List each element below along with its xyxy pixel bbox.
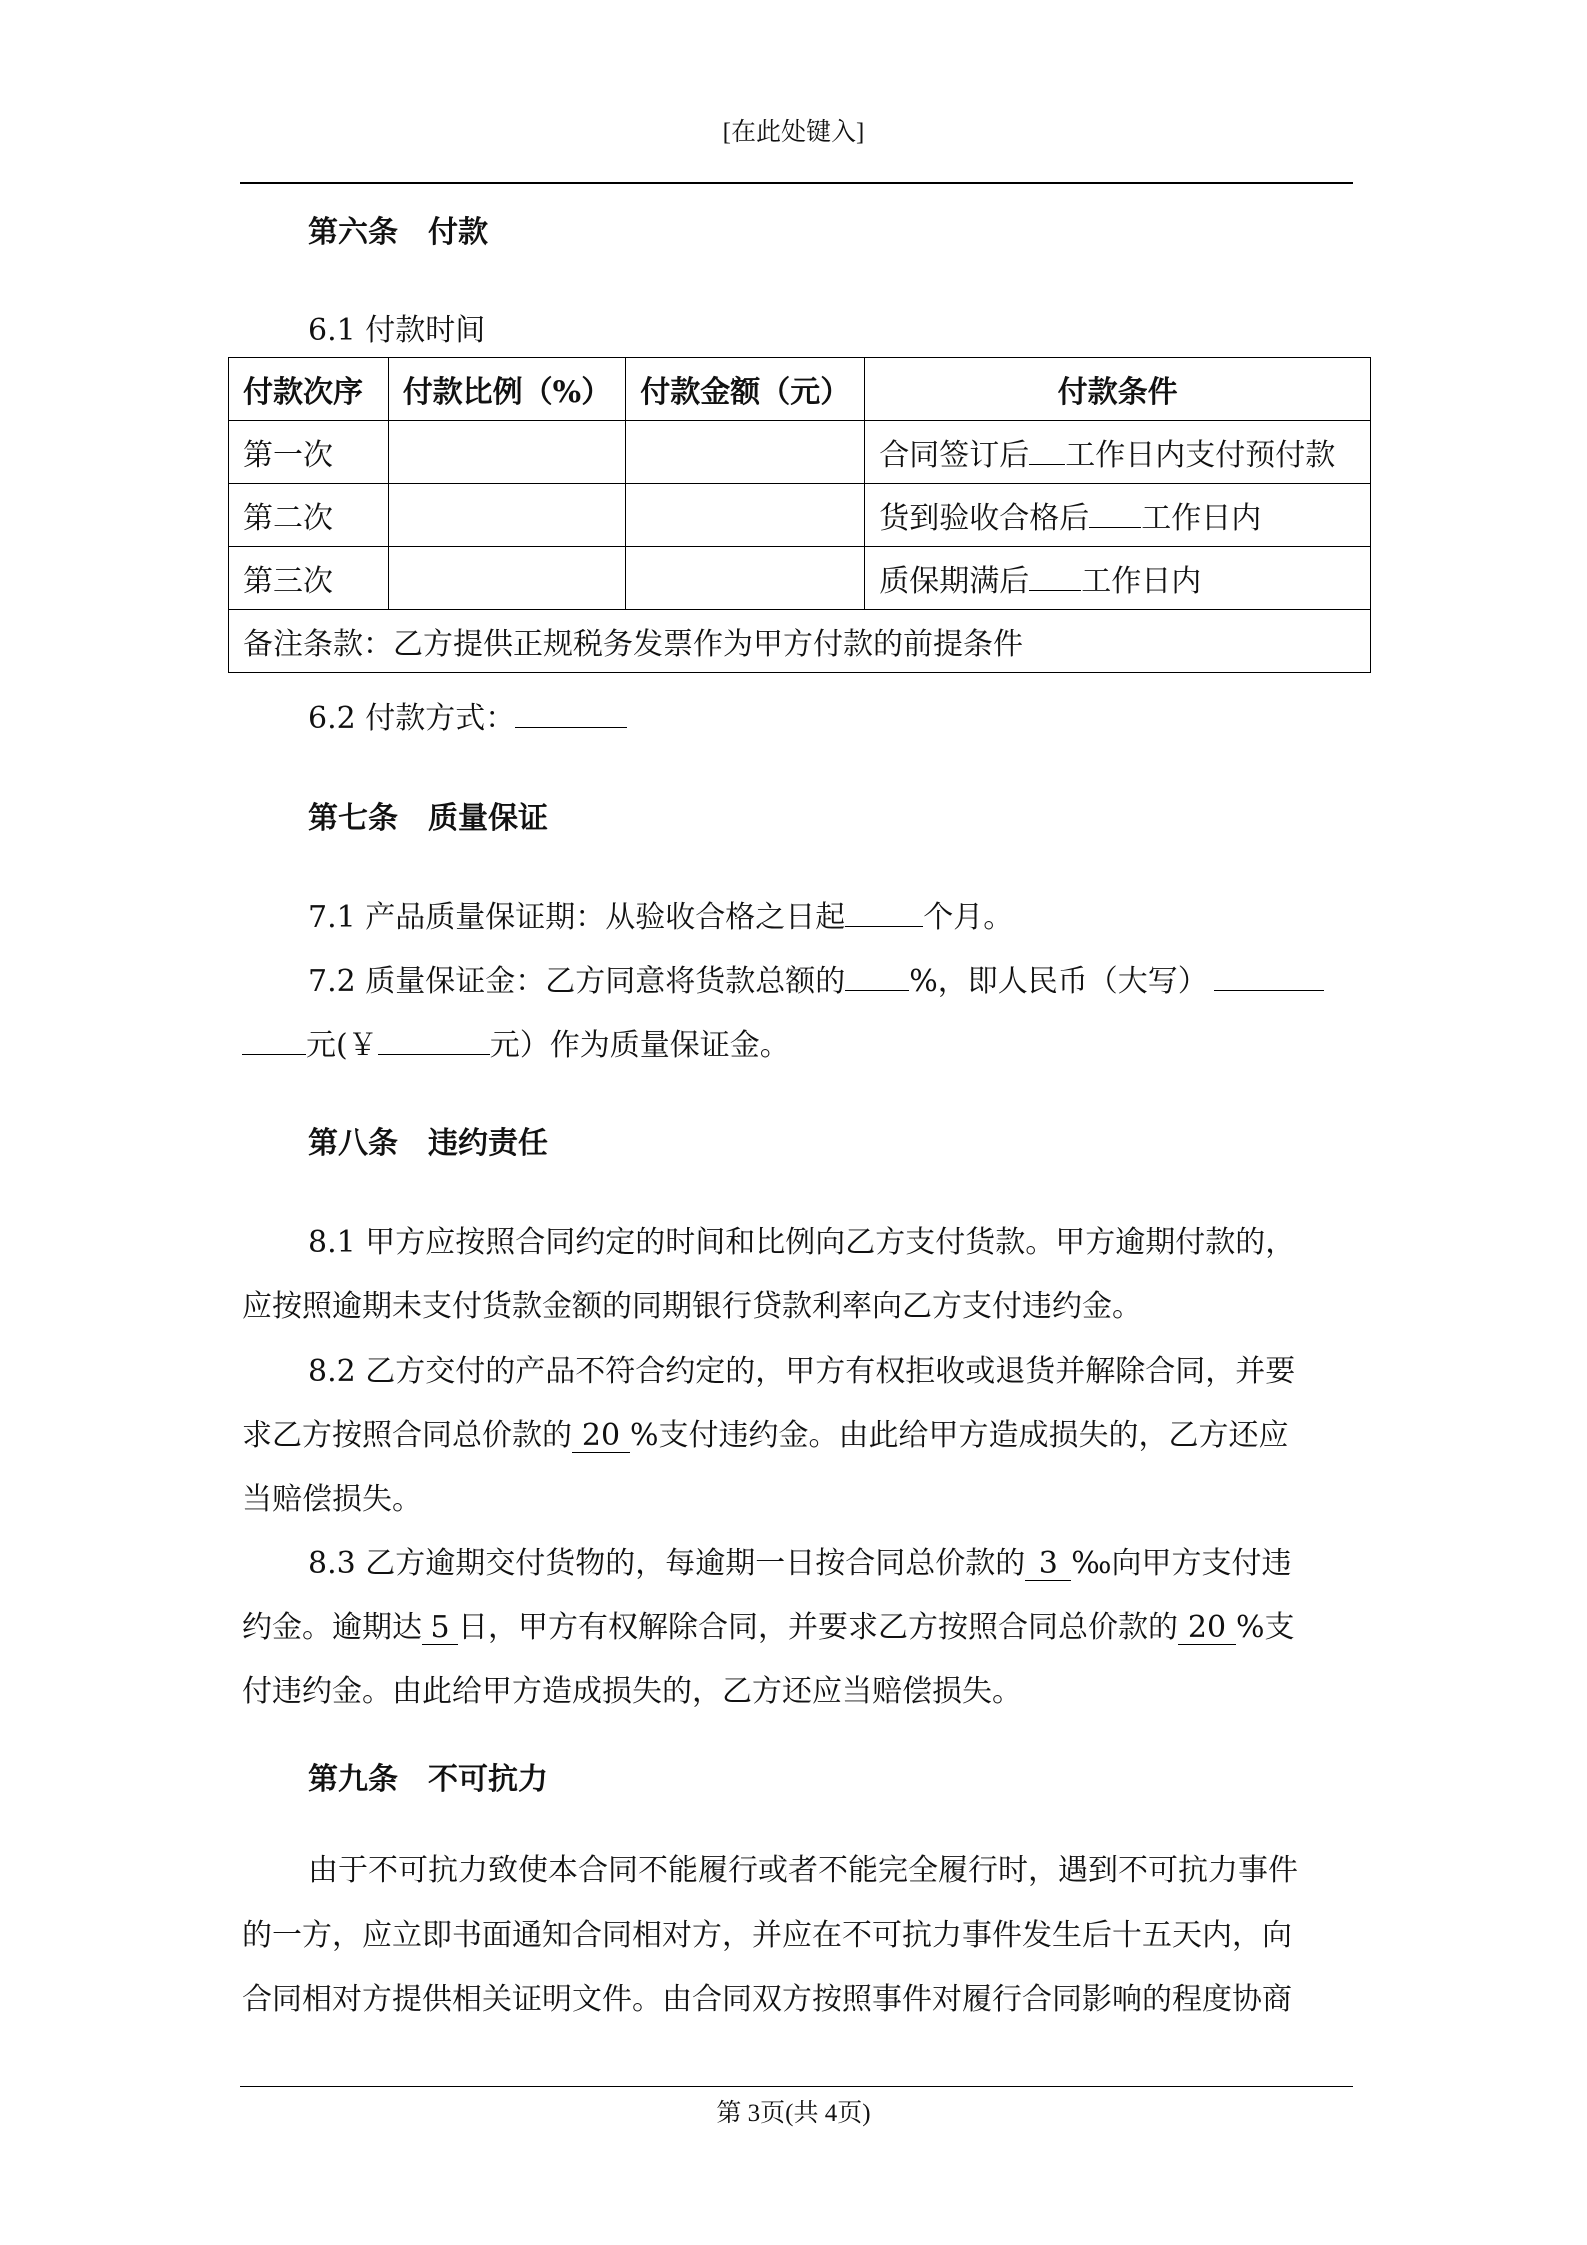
payment-condition: 货到验收合格后 工作日内 (865, 484, 1371, 547)
table-header: 付款金额（元） (626, 358, 865, 421)
section-6-1: 6.1 付款时间 (308, 313, 486, 348)
table-row (229, 484, 1371, 547)
deposit-amount-number-field[interactable] (378, 1054, 490, 1055)
section-7-2: 7.2 质量保证金：乙方同意将货款总额的 %，即人民币（大写） (308, 956, 1324, 1000)
header-rule (240, 182, 1353, 184)
table-row (229, 547, 1371, 610)
section-8-2-line2: 求乙方按照合同总价款的 20 %支付违约金。由此给甲方造成损失的，乙方还应 (242, 1418, 1289, 1453)
payment-amount-cell[interactable] (626, 421, 865, 484)
termination-penalty-field[interactable]: 20 (1178, 1612, 1236, 1645)
article-9-line1: 由于不可抗力致使本合同不能履行或者不能完全履行时，遇到不可抗力事件 (308, 1853, 1298, 1888)
article-9-title: 第九条 不可抗力 (308, 1762, 548, 1797)
footer-rule (240, 2086, 1353, 2087)
table-header: 付款条件 (865, 358, 1371, 421)
blank-days-field[interactable] (1029, 464, 1065, 465)
article-9-line3: 合同相对方提供相关证明文件。由合同双方按照事件对履行合同影响的程度协商 (242, 1982, 1292, 2017)
deposit-percent-field[interactable] (845, 990, 909, 991)
payment-order: 第一次 (229, 421, 389, 484)
section-8-3-line1: 8.3 乙方逾期交付货物的，每逾期一日按合同总价款的 3 ‰向甲方支付违 (308, 1546, 1292, 1581)
payment-ratio-cell[interactable] (388, 484, 626, 547)
section-8-1-line1: 8.1 甲方应按照合同约定的时间和比例向乙方支付货款。甲方逾期付款的， (308, 1225, 1296, 1260)
article-9-line2: 的一方，应立即书面通知合同相对方，并应在不可抗力事件发生后十五天内，向 (242, 1918, 1292, 1953)
table-header: 付款比例（%） (388, 358, 626, 421)
deposit-amount-words-field[interactable] (1214, 990, 1324, 991)
payment-order: 第二次 (229, 484, 389, 547)
section-8-2-line3: 当赔偿损失。 (242, 1482, 422, 1517)
table-header-row (229, 358, 1371, 421)
payment-schedule-table (228, 357, 1371, 673)
warranty-months-field[interactable] (845, 926, 923, 927)
page-header[interactable]: [在此处键入] (722, 119, 865, 146)
section-8-3-line2: 约金。逾期达 5 日，甲方有权解除合同，并要求乙方按照合同总价款的 20 %支 (242, 1610, 1295, 1645)
payment-ratio-cell[interactable] (388, 421, 626, 484)
article-8-title: 第八条 违约责任 (308, 1126, 548, 1161)
payment-ratio-cell[interactable] (388, 547, 626, 610)
blank-days-field[interactable] (1029, 590, 1081, 591)
payment-order: 第三次 (229, 547, 389, 610)
payment-condition: 质保期满后 工作日内 (865, 547, 1371, 610)
daily-penalty-field[interactable]: 3 (1025, 1548, 1071, 1581)
payment-method-field[interactable] (515, 727, 627, 728)
deposit-amount-words-field-cont[interactable] (242, 1054, 306, 1055)
page-number: 第 3页(共 4页) (716, 2100, 871, 2127)
section-6-2: 6.2 付款方式： (308, 693, 627, 737)
section-8-1-line2: 应按照逾期未支付货款金额的同期银行贷款利率向乙方支付违约金。 (242, 1289, 1142, 1324)
section-7-2-cont: 元(￥ 元）作为质量保证金。 (242, 1020, 790, 1064)
payment-condition: 合同签订后 工作日内支付预付款 (865, 421, 1371, 484)
article-6-title: 第六条 付款 (308, 215, 488, 250)
penalty-percent-field[interactable]: 20 (572, 1420, 630, 1453)
blank-days-field[interactable] (1089, 527, 1141, 528)
section-8-3-line3: 付违约金。由此给甲方造成损失的，乙方还应当赔偿损失。 (242, 1674, 1022, 1709)
section-7-1: 7.1 产品质量保证期：从验收合格之日起 个月。 (308, 900, 1014, 935)
article-7-title: 第七条 质量保证 (308, 801, 548, 836)
table-note: 备注条款：乙方提供正规税务发票作为甲方付款的前提条件 (229, 610, 1371, 673)
table-note-row (229, 610, 1371, 673)
section-8-2-line1: 8.2 乙方交付的产品不符合约定的，甲方有权拒收或退货并解除合同，并要 (308, 1354, 1296, 1389)
table-row (229, 421, 1371, 484)
overdue-days-field[interactable]: 5 (422, 1612, 458, 1645)
payment-amount-cell[interactable] (626, 484, 865, 547)
table-header: 付款次序 (229, 358, 389, 421)
payment-amount-cell[interactable] (626, 547, 865, 610)
